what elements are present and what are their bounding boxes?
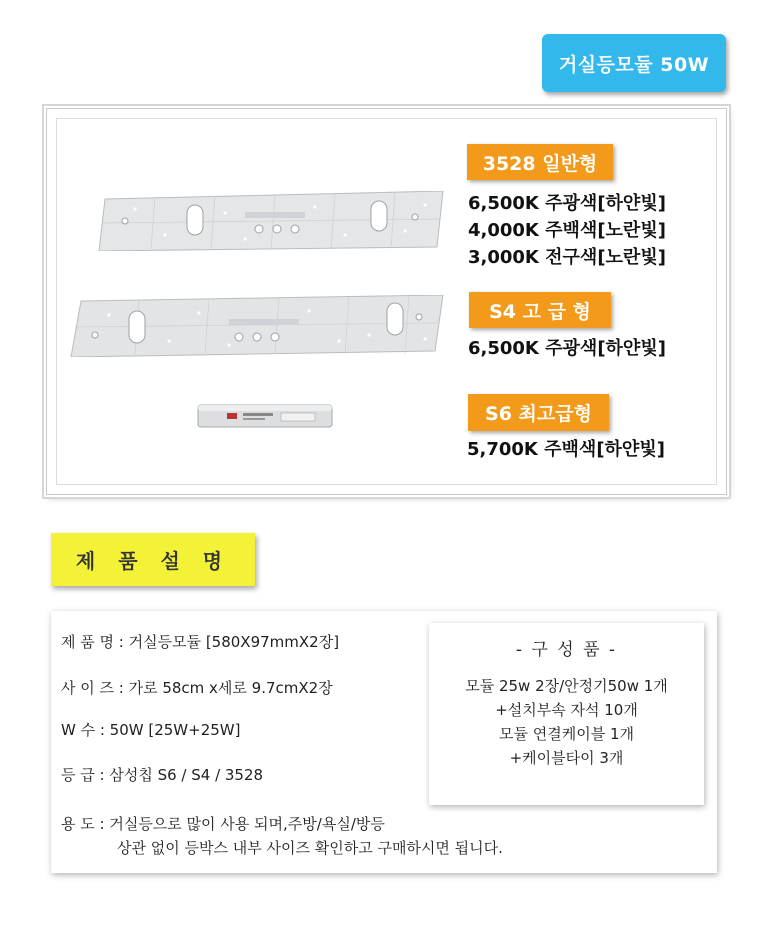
spec-s4-1: 6,500K 주광색[하얀빛] (468, 338, 666, 359)
product-tag-s4: S4 고 급 형 (469, 292, 611, 328)
usage-row-2: 상관 없이 등박스 내부 사이즈 확인하고 구매하시면 됩니다. (117, 839, 503, 857)
led-module-3528-icon (95, 191, 447, 251)
product-tag-3528: 3528 일반형 (467, 144, 613, 180)
description-box (51, 611, 717, 873)
led-module-s4-icon (69, 295, 445, 357)
page-title-badge: 거실등모듈 50W (542, 34, 726, 92)
components-item-3: 모듈 연결케이블 1개 (498, 725, 634, 743)
components-item-2: +설치부속 자석 10개 (495, 701, 638, 719)
spec-3528-2: 4,000K 주백색[노란빛] (468, 220, 666, 241)
components-item-4: +케이블타이 3개 (509, 749, 624, 767)
description-section-title: 제 품 설 명 (51, 533, 255, 586)
product-panel (46, 108, 727, 495)
product-grade-row: 등 급 : 삼성칩 S6 / S4 / 3528 (61, 766, 264, 784)
product-name-row: 제 품 명 : 거실등모듈 [580X97mmX2장] (61, 633, 340, 651)
product-tag-s6: S6 최고급형 (468, 394, 609, 431)
product-wattage-row: W 수 : 50W [25W+25W] (61, 721, 241, 739)
ballast-icon (197, 403, 333, 429)
components-item-1: 모듈 25w 2장/안정기50w 1개 (465, 677, 668, 695)
components-title: - 구 성 품 - (515, 640, 618, 660)
components-box (429, 623, 704, 805)
usage-row-1: 용 도 : 거실등으로 많이 사용 되며,주방/욕실/방등 (61, 815, 385, 833)
product-size-row: 사 이 즈 : 가로 58cm x세로 9.7cmX2장 (61, 679, 333, 697)
spec-s6-1: 5,700K 주백색[하얀빛] (467, 439, 665, 460)
spec-3528-1: 6,500K 주광색[하얀빛] (468, 193, 666, 214)
spec-3528-3: 3,000K 전구색[노란빛] (468, 247, 666, 268)
